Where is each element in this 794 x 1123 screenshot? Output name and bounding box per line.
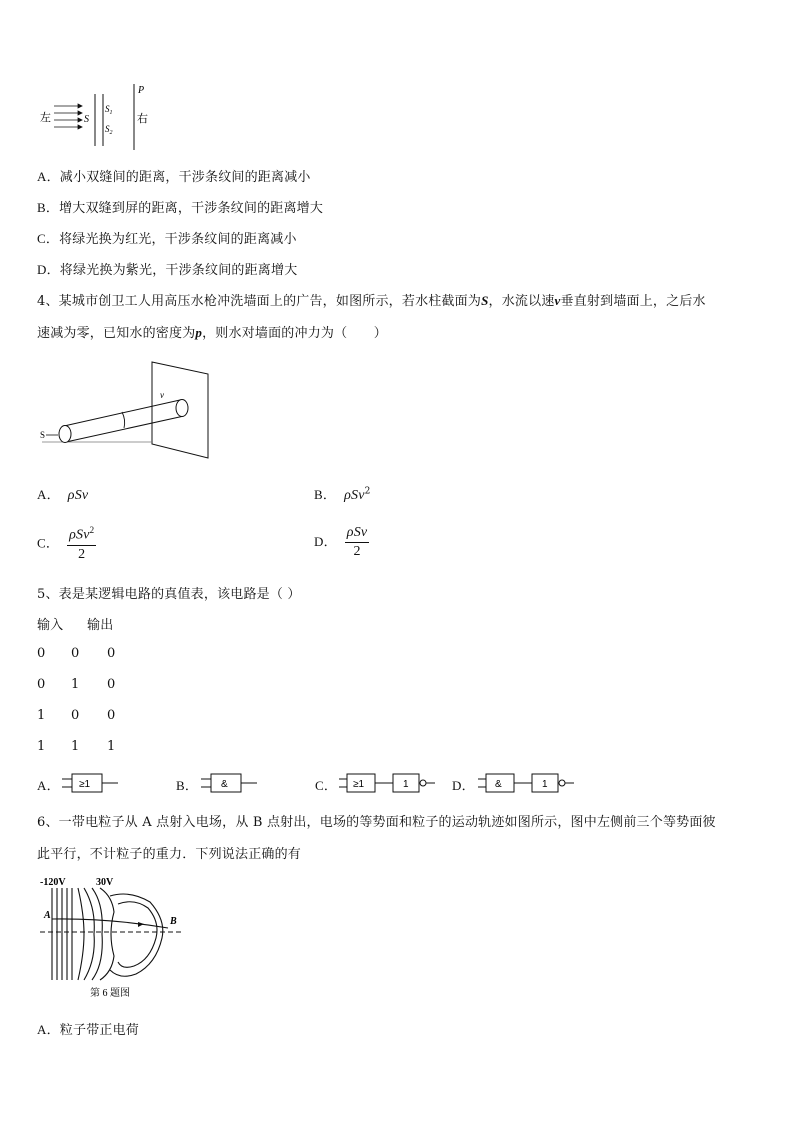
cell: 0 (107, 646, 116, 661)
option-label: D． (314, 534, 337, 549)
q6-question-line1: 6、一带电粒子从 A 点射入电场，从 B 点射出，电场的等势面和粒子的运动轨迹如图所示，图中左侧前三个等势面彼 (37, 815, 716, 830)
particle-trajectory (52, 919, 168, 928)
nor-gate-symbol (337, 772, 437, 794)
cell: 0 (107, 677, 116, 692)
q5-option-d (452, 775, 475, 794)
point-b-label: B (170, 916, 177, 927)
water-jet-diagram (38, 360, 218, 460)
q4-option-d (314, 525, 369, 560)
option-label: C． (37, 535, 60, 551)
fig-v-label: v (160, 390, 164, 400)
equipotential-figure (38, 874, 188, 1002)
option-expr: ρSv (67, 488, 89, 503)
option-label: B． (37, 200, 60, 215)
q4-option-b (314, 484, 371, 504)
gate-label: 1 (542, 779, 548, 790)
truth-table-header-input: 输入 (37, 618, 64, 633)
variable-v: v (554, 293, 561, 308)
svg-text:S2 (105, 124, 113, 136)
voltage-right-label: 30V (96, 877, 114, 888)
q3-option-d (37, 259, 297, 278)
q4-text: 4、某城市创卫工人用高压水枪冲洗墙面上的广告，如图所示，若水柱截面为 (37, 294, 482, 309)
option-label: B． (314, 487, 337, 502)
right-label: 右 (137, 113, 148, 125)
equipotential-lines (52, 888, 163, 980)
gate-label: & (495, 779, 502, 790)
p-label: P (138, 85, 145, 96)
option-label: C． (37, 231, 60, 246)
and-gate-symbol (199, 772, 265, 794)
double-slit-figure (36, 82, 166, 152)
cell: 1 (71, 739, 80, 754)
nand-gate-symbol (476, 772, 576, 794)
truth-table-header-output: 输出 (87, 618, 114, 633)
variable-s: S (481, 293, 489, 308)
q4-text: ，则水对墙面的冲力为（ ） (202, 326, 387, 341)
numerator: ρSv (345, 525, 370, 543)
fraction (67, 525, 96, 563)
or-gate-symbol (60, 772, 126, 794)
numerator: ρSv (69, 527, 90, 543)
q6-option-a (37, 1019, 139, 1038)
cell: 1 (107, 739, 116, 754)
svg-text:S1 (105, 104, 113, 116)
q4-question-line2 (37, 322, 387, 341)
gate-label: ≥1 (353, 779, 365, 790)
fraction (345, 525, 370, 560)
option-label: D． (37, 262, 60, 277)
voltage-left-label: -120V (40, 877, 66, 888)
option-label: A． (37, 487, 60, 502)
option-label: A． (37, 1022, 60, 1037)
option-text: 粒子带正电荷 (59, 1023, 139, 1038)
option-text: 将绿光换为紫光，干涉条纹间的距离增大 (59, 263, 298, 278)
option-label: A． (37, 778, 60, 793)
figure-caption: 第 6 题图 (90, 988, 130, 999)
denominator: 2 (353, 544, 361, 559)
gate-label: ≥1 (79, 779, 91, 790)
cell: 0 (107, 708, 116, 723)
q5-option-a (37, 775, 60, 794)
double-slit-diagram (36, 82, 166, 152)
pipe-far-end (176, 400, 188, 417)
s2-label: S (105, 124, 110, 134)
option-expr: ρSv (344, 488, 365, 503)
variable-p: p (195, 325, 203, 340)
q4-text: 垂直射到墙面上，之后水 (560, 294, 706, 309)
fig-s-label: S (40, 430, 46, 440)
denominator: 2 (78, 546, 86, 562)
q4-text: ，水流以速 (488, 294, 555, 309)
s2-sub: 2 (109, 130, 113, 136)
q3-option-c (37, 228, 297, 247)
q3-option-b (37, 197, 323, 216)
option-label: A． (37, 169, 60, 184)
q4-option-a (37, 484, 88, 504)
s1-sub: 1 (109, 110, 113, 116)
q5-option-c (315, 775, 337, 794)
q5-option-b (176, 775, 198, 794)
gate-label: & (221, 779, 228, 790)
equipotential-diagram (38, 874, 188, 1002)
option-label: B． (176, 778, 199, 793)
left-label: 左 (40, 112, 51, 124)
q3-option-a (37, 166, 311, 185)
cell: 0 (71, 708, 80, 723)
cell: 0 (71, 646, 80, 661)
option-label: D． (452, 778, 475, 793)
cell: 1 (37, 739, 46, 754)
cell: 1 (37, 708, 46, 723)
point-a-label: A (44, 910, 51, 921)
option-text: 将绿光换为红光，干涉条纹间的距离减小 (59, 232, 297, 247)
q4-text: 速减为零，已知水的密度为 (37, 326, 196, 341)
option-label: C． (315, 778, 338, 793)
q4-option-c (37, 525, 96, 563)
light-arrows (54, 104, 82, 129)
q6-question-line2: 此平行，不计粒子的重力．下列说法正确的有 (37, 847, 302, 862)
cell: 0 (37, 646, 46, 661)
s-label: S (84, 114, 89, 125)
cell: 1 (71, 677, 80, 692)
s1-label: S (105, 104, 110, 114)
q4-question-line1 (37, 290, 706, 309)
pipe-joint (122, 412, 125, 428)
water-jet-figure (38, 360, 218, 460)
gate-label: 1 (403, 779, 409, 790)
option-text: 增大双缝到屏的距离，干涉条纹间的距离增大 (59, 201, 324, 216)
option-sup: 2 (364, 486, 371, 497)
pipe-near-end (59, 426, 71, 443)
numerator-sup: 2 (89, 525, 95, 535)
q5-question: 5、表是某逻辑电路的真值表，该电路是（ ） (37, 587, 301, 602)
option-text: 减小双缝间的距离，干涉条纹间的距离减小 (59, 170, 311, 185)
cell: 0 (37, 677, 46, 692)
